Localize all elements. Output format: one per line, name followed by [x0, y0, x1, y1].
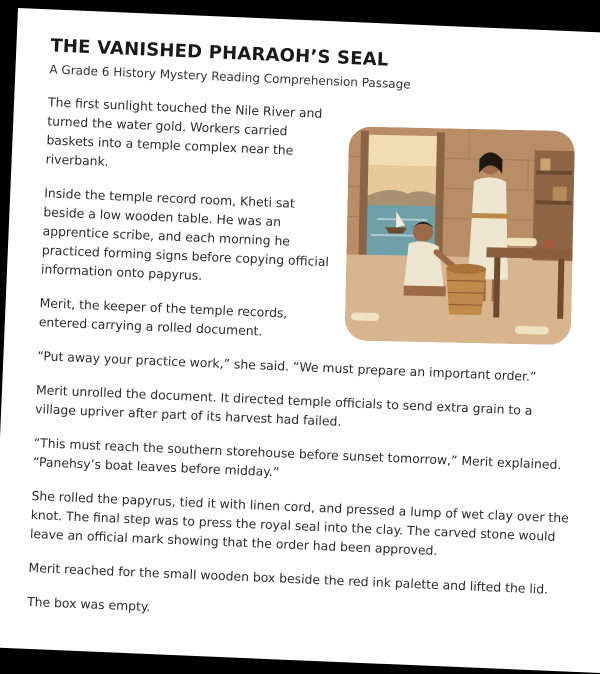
- paragraph-4: “Put away your practice work,” she said. “We must prepare an important order.”: [37, 348, 537, 385]
- page-title: THE VANISHED PHARAOH’S SEAL: [50, 35, 389, 71]
- paragraph-3: Merit, the keeper of the temple records, entered carrying a rolled document.: [38, 295, 288, 339]
- illustration-artwork: [345, 126, 575, 345]
- temple-scribe-illustration: [345, 126, 575, 345]
- paragraph-9: The box was empty.: [26, 593, 151, 615]
- worksheet-page: [0, 8, 600, 674]
- paragraph-2: Inside the temple record room, Kheti sat beside a low wooden table. He was an apprentice scribe, and each morning he practiced forming signs before copying official information onto papyrus.: [40, 185, 330, 283]
- paragraph-8: Merit reached for the small wooden box beside the red ink palette and lifted the lid.: [28, 559, 549, 597]
- paragraph-7: She rolled the papyrus, tied it with linen cord, and pressed a lump of wet clay over the knot. The final step was to press the royal seal into the clay. The carved stone would leave an official mark showing that the order had been approved.: [29, 488, 570, 559]
- page-subtitle: A Grade 6 History Mystery Reading Comprehension Passage: [49, 62, 411, 92]
- paragraph-5: Merit unrolled the document. It directed temple officials to send extra grain to a village upriver after part of its harvest had failed.: [34, 382, 533, 429]
- paragraph-1: The first sunlight touched the Nile River and turned the water gold. Workers carried baskets into a temple complex near the riverbank.: [45, 94, 323, 169]
- paragraph-6: “This must reach the southern storehouse before sunset tomorrow,” Merit explained. “Panehsy’s boat leaves before midday.”: [32, 435, 562, 480]
- passage-content: [26, 35, 590, 648]
